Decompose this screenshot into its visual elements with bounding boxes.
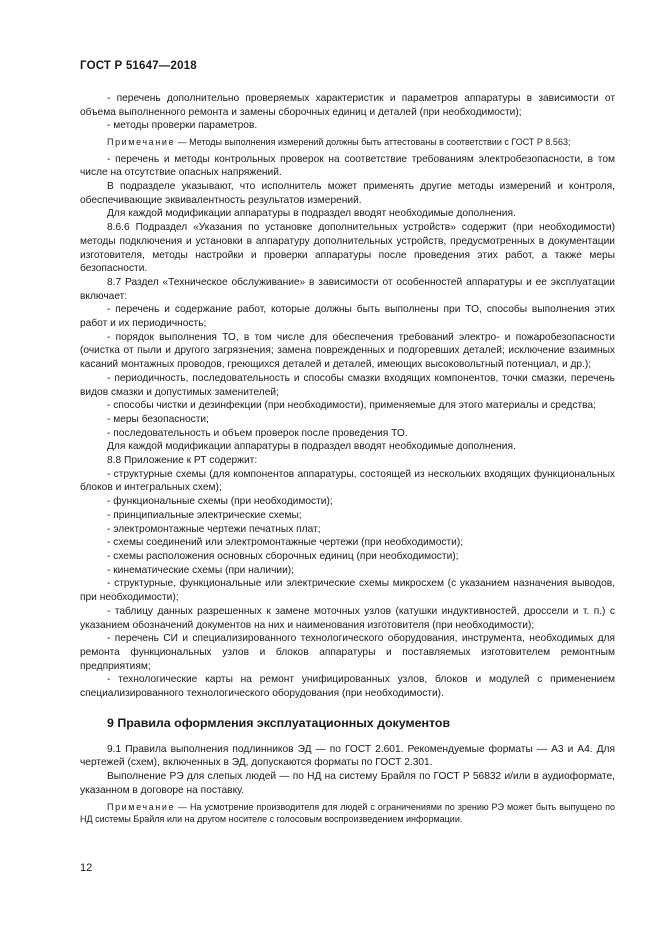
paragraph: Выполнение РЭ для слепых людей — по НД на систему Брайля по ГОСТ Р 56832 и/или в аудиоформате, указанном в договоре на поставку. — [80, 771, 615, 796]
note — [80, 801, 615, 826]
note-text: — Методы выполнения измерений должны быть аттестованы в соответствии с ГОСТ Р 8.563; — [175, 137, 571, 148]
paragraph: - таблицу данных разрешенных к замене моточных узлов (катушки индуктивностей, дроссели и т. п.) с указанием обозначений документов на них и наименования изготовителя (при необходимости); — [80, 605, 615, 631]
paragraph: - кинематические схемы (при наличии); — [107, 564, 295, 576]
paragraph: Для каждой модификации аппаратуры в подраздел вводят необходимые дополнения. — [107, 441, 516, 453]
paragraph: - технологические карты на ремонт унифицированных узлов, блоков и модулей с применением специализированного технологического оборудования (при необходимости). — [80, 674, 615, 700]
paragraph: Для каждой модификации аппаратуры в подраздел вводят необходимые дополнения. — [107, 208, 516, 220]
section-heading: 9 Правила оформления эксплуатационных документов — [107, 715, 451, 730]
paragraph: - перечень дополнительно проверяемых характеристик и параметров аппаратуры в зависимости от объема выполненного ремонта и замены сборочных единиц и деталей (при необходимости); — [80, 93, 615, 118]
paragraph: - перечень и методы контрольных проверок на соответствие требованиям электробезопасности, в том числе на отсутствие опасных напряжений. — [80, 153, 615, 179]
paragraph: - последовательность и объем проверок после проведения ТО. — [107, 427, 408, 439]
paragraph: - принципиальные электрические схемы; — [107, 509, 302, 521]
paragraph: - электромонтажные чертежи печатных плат; — [107, 523, 321, 535]
note-label: Примечание — [107, 801, 176, 812]
paragraph: - перечень и содержание работ, которые должны быть выполнены при ТО, способы выполнения этих работ и их периодичность; — [80, 304, 615, 330]
page-number: 12 — [80, 862, 93, 874]
paragraph: - методы проверки параметров. — [107, 120, 258, 132]
paragraph: 9.1 Правила выполнения подлинников ЭД — по ГОСТ 2.601. Рекомендуемые форматы — А3 и А4. Для чертежей (схем), включенных в ЭД, допускаются форматы по ГОСТ 2.301. — [80, 743, 615, 769]
paragraph: В подразделе указывают, что исполнитель может применять другие методы измерений и контроля, обеспечивающие эквивалентность результатов измерений. — [80, 181, 615, 206]
note — [80, 136, 615, 149]
paragraph: - перечень СИ и специализированного технологического оборудования, инструмента, необходимых для ремонта функциональных узлов и блоков аппаратуры и поставляемых изготовителем ремонтным предприятиям; — [80, 633, 615, 672]
paragraph: - периодичность, последовательность и способы смазки входящих компонентов, точки смазки, перечень видов смазки и допустимых заменителей; — [80, 372, 615, 398]
paragraph: 8.7 Раздел «Техническое обслуживание» в зависимости от особенностей аппаратуры и ее эксплуатации включает: — [80, 276, 615, 302]
note-label: Примечание — [107, 137, 176, 148]
paragraph: - меры безопасности; — [107, 413, 209, 425]
paragraph: - структурные, функциональные или электрические схемы микросхем (с указанием назначения выводов, при необходимости); — [80, 578, 615, 604]
document-body — [80, 92, 615, 830]
paragraph: 8.6.6 Подраздел «Указания по установке дополнительных устройств» содержит (при необходимости) методы подключения и установки в аппаратуру дополнительных устройств, предусмотренных в документации изготовителя, методы настройки и проверки аппаратуры после проведения этих работ, а также меры безопасности. — [80, 222, 615, 275]
paragraph: - способы чистки и дезинфекции (при необходимости), применяемые для этого материалы и средства; — [107, 400, 596, 412]
paragraph: - схемы расположения основных сборочных единиц (при необходимости); — [107, 551, 459, 562]
paragraph: - схемы соединений или электромонтажные чертежи (при необходимости); — [107, 537, 464, 549]
note-text: — На усмотрение производителя для людей с ограничениями по зрению РЭ может быть выпущено по НД системы Брайля или на другом носителе с голосовым воспроизведением информации. — [80, 801, 615, 825]
document-header: ГОСТ Р 51647—2018 — [80, 60, 197, 72]
paragraph: 8.8 Приложение к РТ содержит: — [107, 455, 258, 467]
paragraph: - порядок выполнения ТО, в том числе для обеспечения требований электро- и пожаробезопасности (очистка от пыли и другого загрязнения; замена поврежденных и подгоревших деталей; исключение взаимных касаний монтажных проводов, греющихся деталей и деталей, имеющих высоковольтный потенциал, и др.); — [80, 331, 615, 371]
paragraph: - структурные схемы (для компонентов аппаратуры, состоящей из нескольких входящих функциональных блоков и интегральных схем); — [80, 468, 615, 494]
paragraph: - функциональные схемы (при необходимости); — [107, 496, 333, 508]
